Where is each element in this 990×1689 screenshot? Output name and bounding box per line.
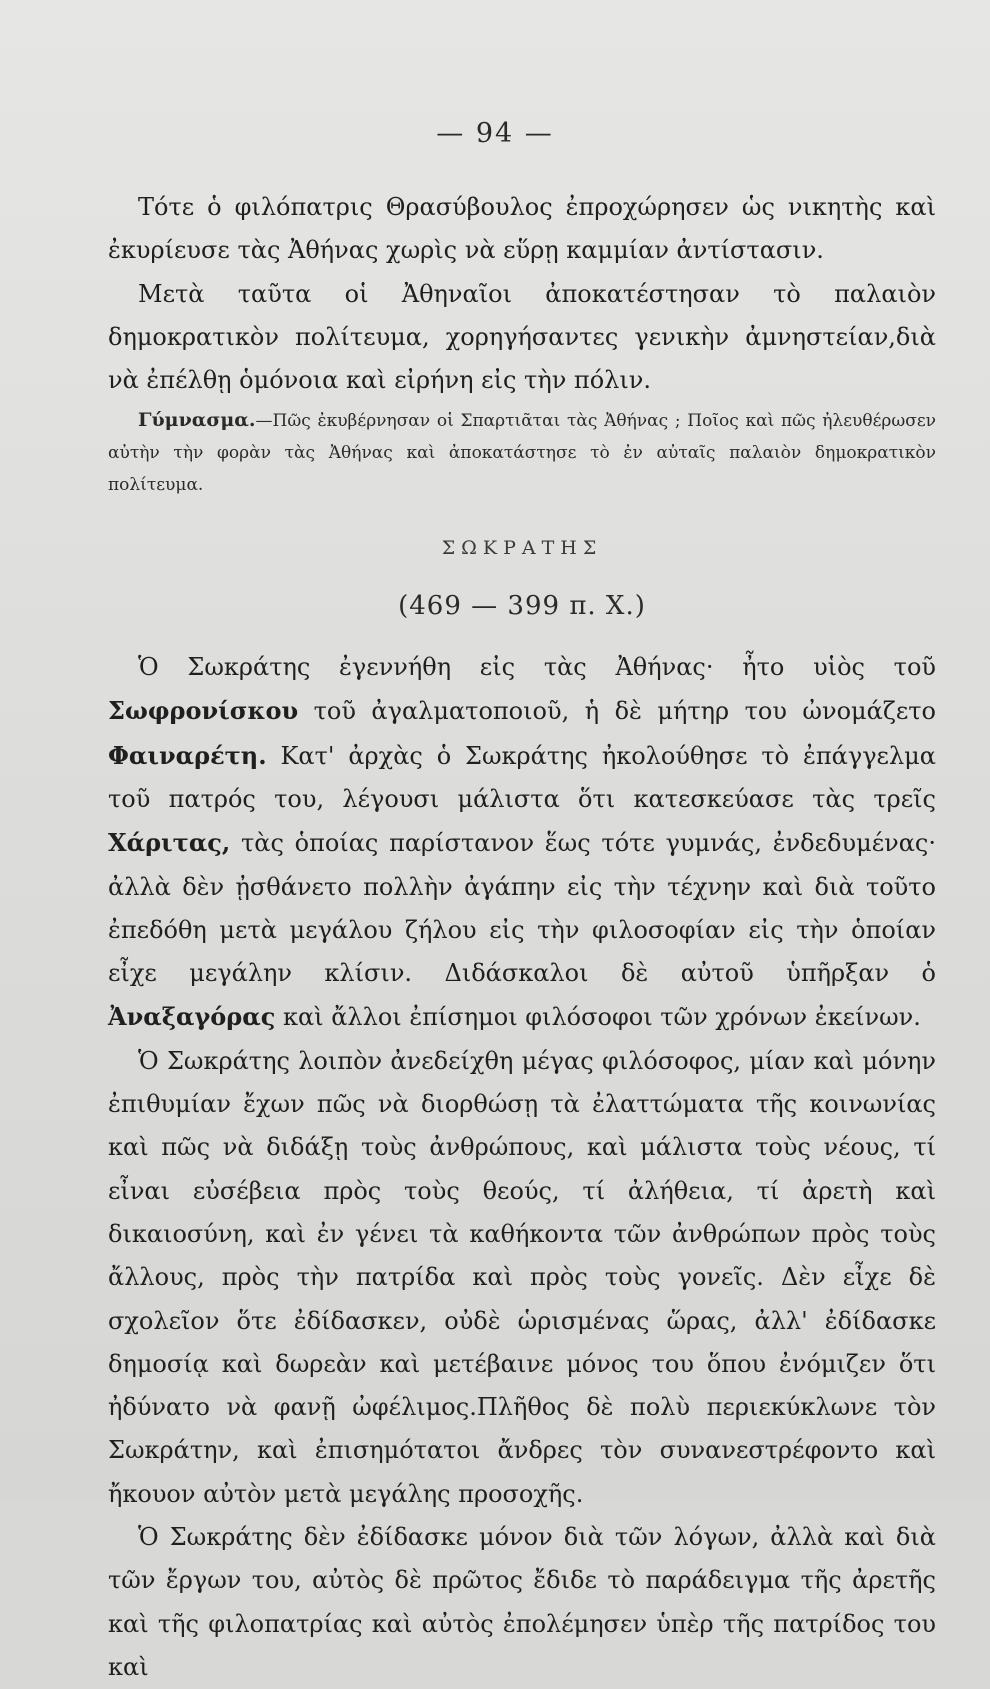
exercise-label: Γύμνασμα. [138,409,256,432]
text-run: καὶ ἄλλοι ἐπίσημοι φιλόσοφοι τῶν χρόνων ἐκείνων. [275,1003,921,1032]
text-run: τοῦ ἀγαλματοποιοῦ, ἡ δὲ μήτηρ του ὠνομάζετο [298,697,936,726]
paragraph-thrasybulus: Τότε ὁ φιλόπατρις Θρασύβουλος ἐπροχώρησεν ὡς νικητὴς καὶ ἐκυρίευσε τὰς Ἀθήνας χωρὶς νὰ εὕρῃ καμμίαν ἀντίστασιν. [108,193,936,265]
section-title: ΣΩΚΡΑΤΗΣ [441,537,603,560]
exercise [108,404,936,501]
name-charites: Χάριτας, [108,828,231,858]
name-anaxagoras: Ἀναξαγόρας [108,1002,276,1032]
text-run: Κατ' ἀρχὰς ὁ Σωκράτης ἠκολούθησε τὸ ἐπάγγελμα τοῦ πατρός του, λέγουσι μάλιστα ὅτι κατεσκεύασε τὰς τρεῖς [108,741,936,813]
name-phaenarete: Φαιναρέτη. [108,740,267,770]
text-block [108,186,936,1689]
text-run: Ὁ Σωκράτης ἐγεννήθη εἰς τὰς Ἀθήνας· ἦτο υἱὸς τοῦ [138,653,936,682]
exercise-text: —Πῶς ἐκυβέρνησαν οἱ Σπαρτιᾶται τὰς Ἀθήνας ; Ποῖος καὶ πῶς ἠλευθέρωσεν αὐτὴν τὴν φορὰν τὰς Ἀθήνας καὶ ἀποκατάστησε τὸ ἐν αὐταῖς παλαιὸν δημοκρατικὸν πολίτευμα. [108,411,936,496]
paragraph-socrates-teaching: Ὁ Σωκράτης λοιπὸν ἀνεδείχθη μέγας φιλόσοφος, μίαν καὶ μόνην ἐπιθυμίαν ἔχων πῶς νὰ διορθώσῃ τὰ ἐλαττώματα τῆς κοινωνίας καὶ πῶς νὰ διδάξῃ τοὺς ἀνθρώπους, καὶ μάλιστα τοὺς νέους, τί εἶναι εὐσέβεια πρὸς τοὺς θεούς, τί ἀλήθεια, τί ἀρετὴ καὶ δικαιοσύνη, καὶ ἐν γένει τὰ καθήκοντα τῶν ἀνθρώπων πρὸς τοὺς ἄλλους, πρὸς τὴν πατρίδα καὶ πρὸς τοὺς γονεῖς. Δὲν εἶχε δὲ σχολεῖον ὅτε ἐδίδασκεν, οὐδὲ ὡρισμένας ὥρας, ἀλλ' ἐδίδασκε δημοσίᾳ καὶ δωρεὰν καὶ μετέβαινε μόνος του ὅπου ἐνόμιζεν ὅτι ἠδύνατο νὰ φανῇ ὠφέλιμος.Πλῆθος δὲ πολὺ περιεκύκλωνε τὸν Σωκράτην, καὶ ἐπισημότατοι ἄνδρες τὸν συνανεστρέφοντο καὶ ἤκουον αὐτὸν μετὰ μεγάλης προσοχῆς. [108,1046,936,1508]
section-dates: (469 — 399 π. Χ.) [398,590,646,621]
paragraph-democracy-restored: Μετὰ ταῦτα οἱ Ἀθηναῖοι ἀποκατέστησαν τὸ παλαιὸν δημοκρατικὸν πολίτευμα, χορηγήσαντες γενικὴν ἀμνηστείαν,διὰ νὰ ἐπέλθῃ ὁμόνοια καὶ εἰρήνη εἰς τὴν πόλιν. [108,279,936,395]
name-sophroniscus: Σωφρονίσκου [108,696,299,726]
paragraph-socrates-example: Ὁ Σωκράτης δὲν ἐδίδασκε μόνον διὰ τῶν λόγων, ἀλλὰ καὶ διὰ τῶν ἔργων του, αὐτὸς δὲ πρῶτος ἔδιδε τὸ παράδειγμα τῆς ἀρετῆς καὶ τῆς φιλοπατρίας καὶ αὐτὸς ἐπολέμησεν ὑπὲρ τῆς πατρίδος του καὶ [108,1523,936,1681]
text-run: τὰς ὁποίας παρίστανον ἕως τότε γυμνάς, ἐνδεδυμένας· ἀλλὰ δὲν ᾐσθάνετο πολλὴν ἀγάπην εἰς τὴν τέχνην καὶ διὰ τοῦτο ἐπεδόθη μετὰ μεγάλου ζήλου εἰς τὴν φιλοσοφίαν εἰς τὴν ὁποίαν εἶχε μεγάλην κλίσιν. Διδάσκαλοι δὲ αὐτοῦ ὑπῆρξαν ὁ [108,829,936,988]
socrates-text [108,646,936,1689]
page-number: — 94 — [436,118,554,149]
paragraph-socrates-origin [108,646,936,1040]
